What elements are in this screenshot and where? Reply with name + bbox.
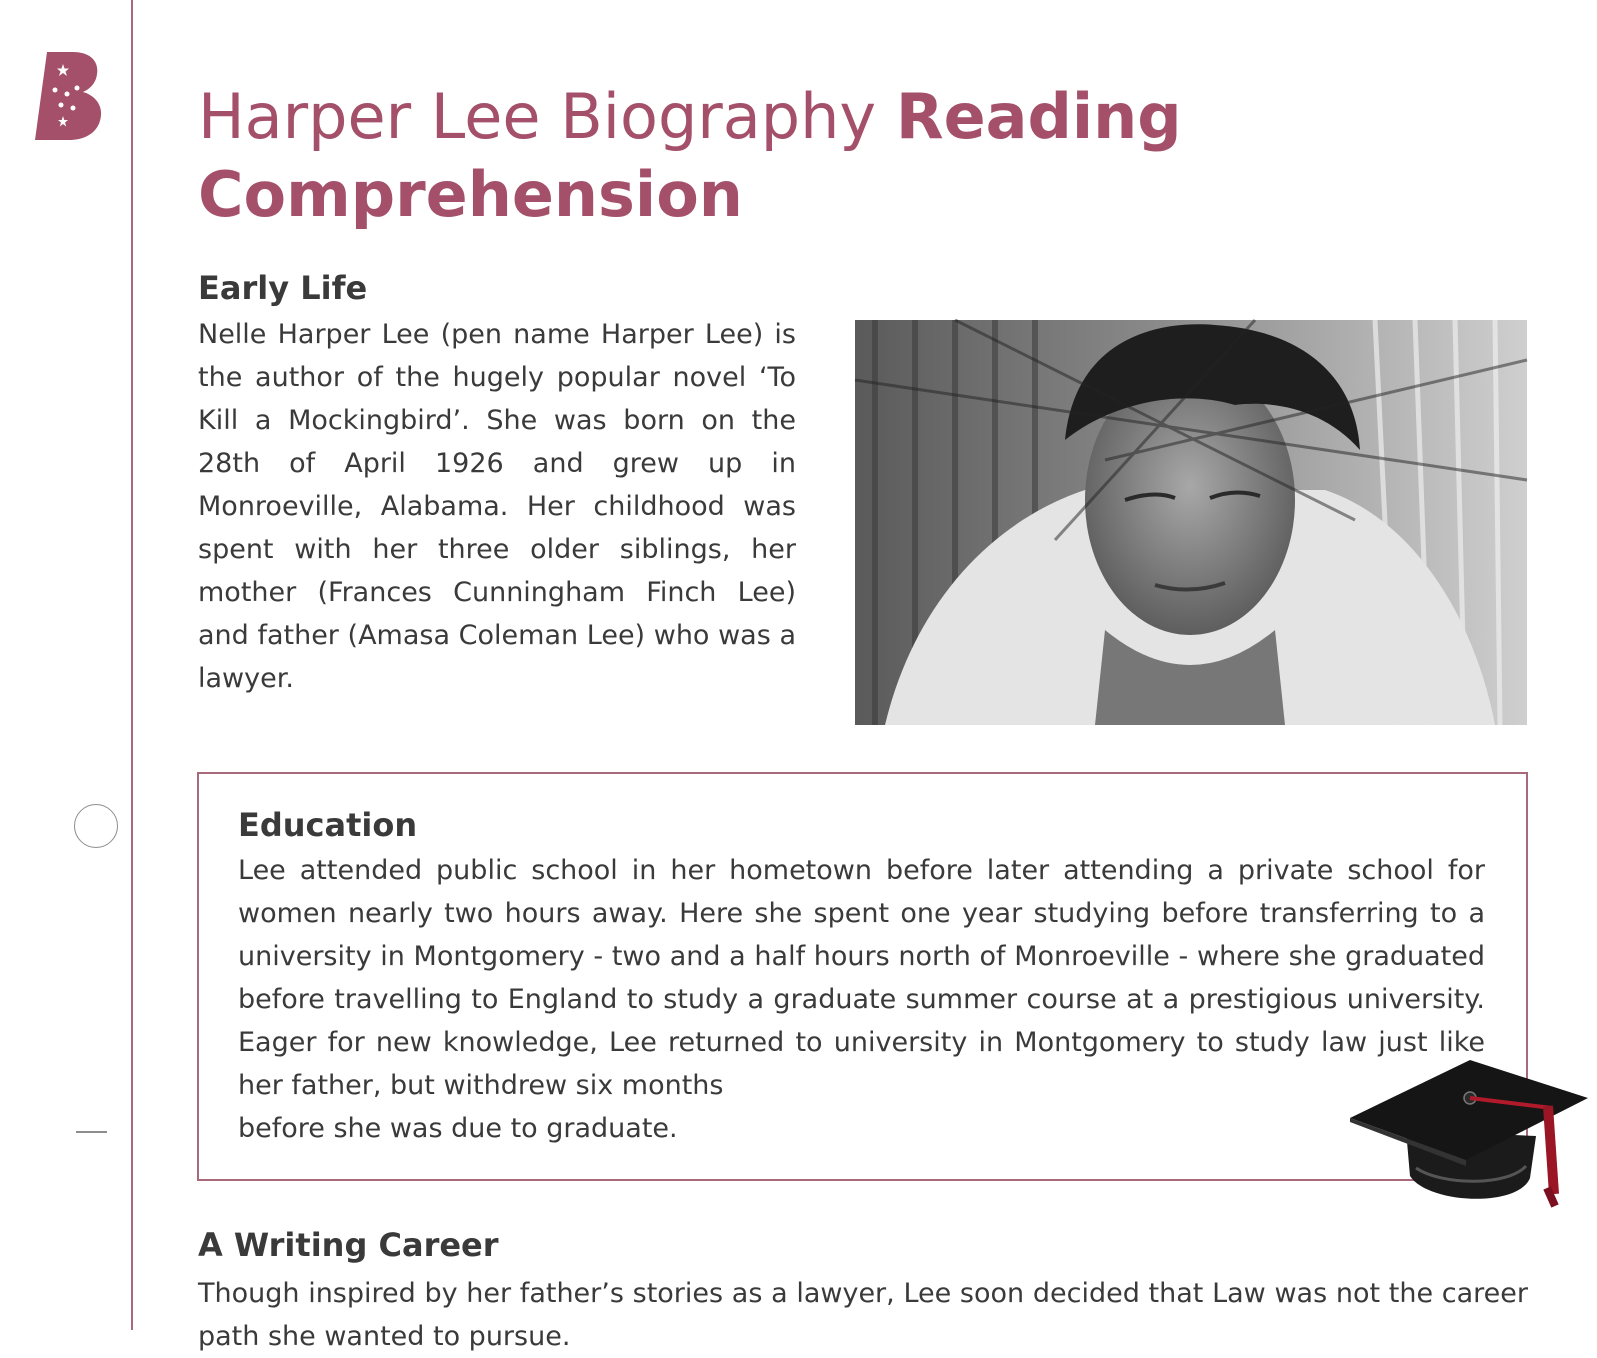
education-text: Lee attended public school in her hometown before later attending a private school for women nearly two hours away. Here she spent one year studying before transferring to a university in Montgomery - two and a half hours north of Monroeville - where she graduated before travelling to England to study a graduate summer course at a prestigious university. Eager for new knowledge, Lee returned to university in Montgomery to study law just like her father, but withdrew six months bbox=[238, 855, 1485, 1101]
page-title bbox=[198, 78, 1198, 234]
education-paragraph bbox=[238, 849, 1485, 1150]
fold-mark bbox=[76, 1131, 107, 1133]
title-regular: Harper Lee Biography bbox=[198, 80, 896, 153]
education-heading: Education bbox=[238, 806, 418, 844]
margin-line bbox=[131, 0, 133, 1330]
harper-lee-photo bbox=[855, 320, 1527, 725]
brand-logo-icon bbox=[33, 50, 103, 142]
early-life-paragraph: Nelle Harper Lee (pen name Harper Lee) is the author of the hugely popular novel ‘To Kill a Mockingbird’. She was born on the 28th of April 1926 and grew up in Monroeville, Alabama. Her childhood was spent with her three older siblings, her mother (Frances Cunningham Finch Lee) and father (Amasa Coleman Lee) who was a lawyer. bbox=[198, 319, 796, 694]
portrait-photo-icon bbox=[855, 320, 1527, 725]
title-bold: Reading Comprehension bbox=[198, 80, 1182, 231]
binder-hole bbox=[74, 804, 118, 848]
education-text-last-line: before she was due to graduate. bbox=[238, 1113, 678, 1144]
writing-career-paragraph: Though inspired by her father’s stories as a lawyer, Lee soon decided that Law was not the career path she wanted to pursue. bbox=[198, 1278, 1528, 1352]
writing-career-heading: A Writing Career bbox=[198, 1226, 499, 1264]
graduation-cap-icon bbox=[1348, 1058, 1590, 1208]
early-life-heading: Early Life bbox=[198, 269, 368, 307]
